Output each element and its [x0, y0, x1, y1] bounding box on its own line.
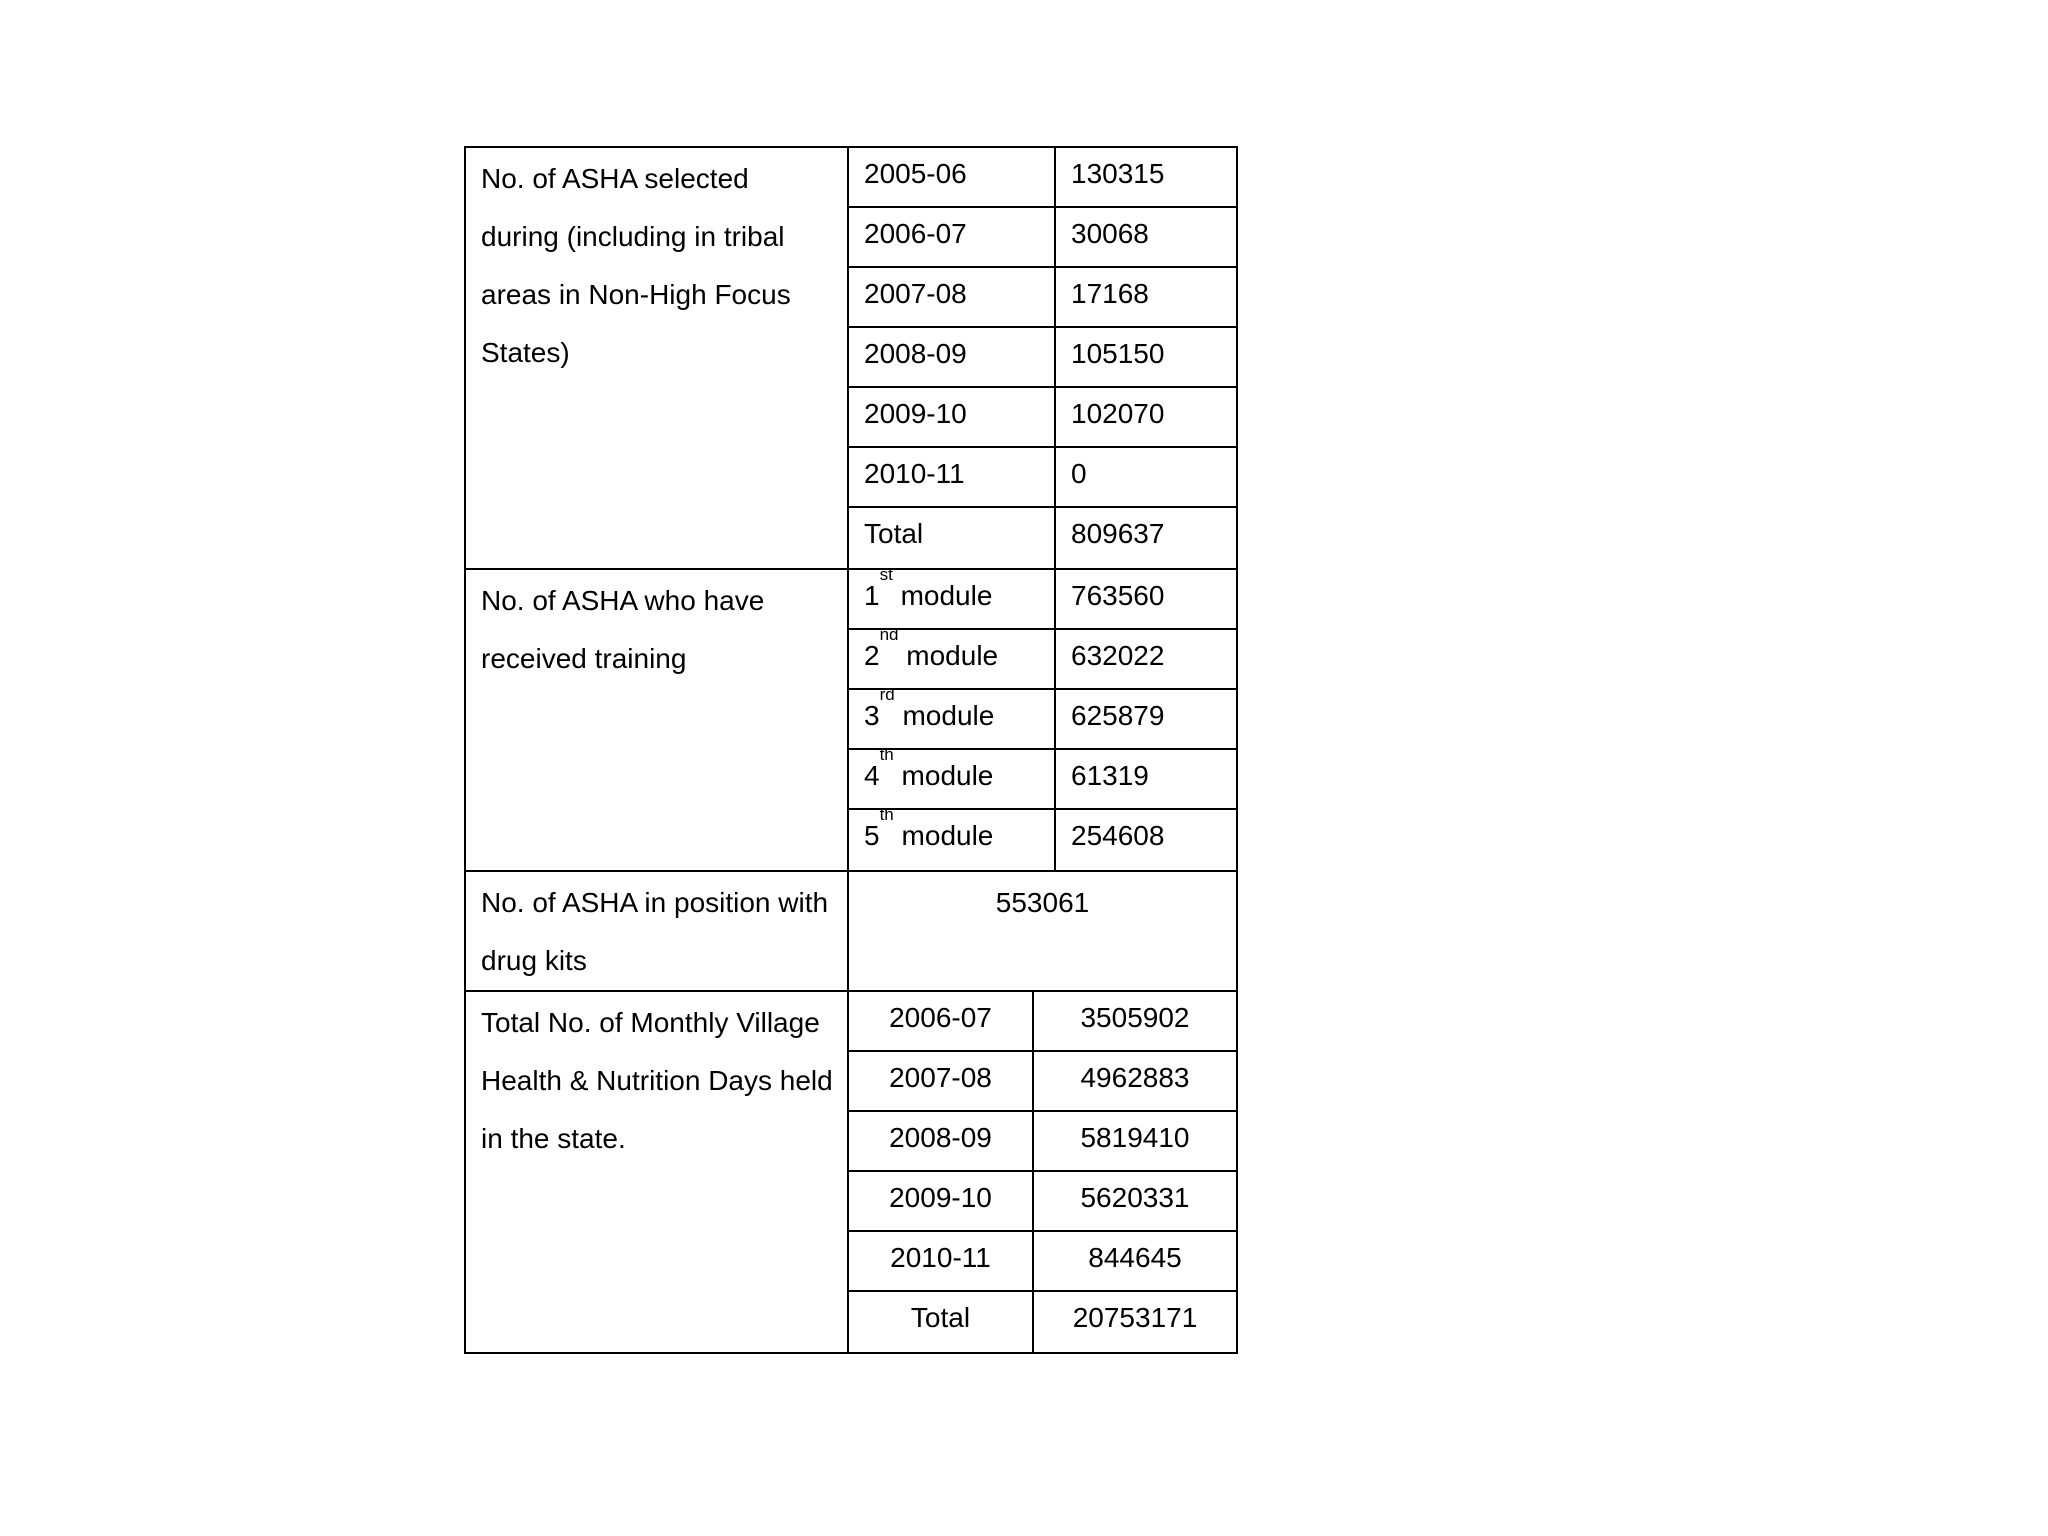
module-cell: [849, 685, 1056, 748]
period-cell: 2008-09: [849, 328, 1056, 386]
value-cell: 17168: [1071, 278, 1149, 309]
table-row: [849, 208, 1236, 268]
period-cell: Total: [849, 1292, 1034, 1352]
module-number: 3: [864, 700, 880, 731]
value-cell: 5620331: [1080, 1182, 1190, 1213]
period-cell: 2005-06: [849, 148, 1056, 206]
module-number: 1: [864, 580, 880, 611]
value-cell: 3505902: [1080, 1002, 1190, 1033]
module-text: module: [893, 820, 994, 851]
value-cell: 20753171: [1072, 1302, 1198, 1333]
asha-statistics-table: [464, 146, 1238, 1354]
table-row: [849, 1172, 1236, 1232]
table-row-total: [849, 508, 1236, 568]
period-cell: 2008-09: [849, 1112, 1034, 1170]
table-row: [849, 148, 1236, 208]
table-row: [849, 328, 1236, 388]
value-cell: 809637: [1071, 518, 1165, 549]
table-row: [849, 685, 1236, 750]
value-cell: 30068: [1071, 218, 1149, 249]
module-cell: [849, 565, 1056, 628]
period-cell: 2007-08: [849, 268, 1056, 326]
value-cell: 763560: [1071, 580, 1165, 611]
table-row-total: [849, 1292, 1236, 1352]
section-label: No. of ASHA who have received training: [466, 570, 849, 870]
period-cell: 2006-07: [849, 992, 1034, 1050]
value-cell: 130315: [1071, 158, 1165, 189]
table-row: [849, 448, 1236, 508]
value-cell: 61319: [1071, 760, 1149, 791]
value-cell: 4962883: [1080, 1062, 1190, 1093]
module-text: module: [894, 700, 995, 731]
section-asha-training: [464, 565, 1238, 872]
section-rows: [849, 992, 1236, 1352]
table-row: [849, 565, 1236, 630]
table-row: [849, 1232, 1236, 1292]
ordinal-suffix: th: [879, 745, 894, 764]
ordinal-suffix: st: [879, 565, 893, 584]
table-row: [849, 388, 1236, 448]
table-row: [849, 1052, 1236, 1112]
value-cell: 5819410: [1080, 1122, 1190, 1153]
period-cell: 2010-11: [849, 1232, 1034, 1290]
ordinal-suffix: nd: [879, 625, 899, 644]
section-asha-selected: [464, 146, 1238, 570]
value-cell: 844645: [1088, 1242, 1182, 1273]
value-cell: 625879: [1071, 700, 1165, 731]
table-row: [849, 268, 1236, 328]
period-cell: 2009-10: [849, 1172, 1034, 1230]
value-cell: 632022: [1071, 640, 1165, 671]
module-cell: [849, 805, 1056, 870]
period-cell: 2010-11: [849, 448, 1056, 506]
table-row: [849, 992, 1236, 1052]
table-row: [849, 1112, 1236, 1172]
module-cell: [849, 745, 1056, 808]
module-number: 5: [864, 820, 880, 851]
period-cell: 2007-08: [849, 1052, 1034, 1110]
value-cell: 0: [1071, 458, 1087, 489]
section-label: No. of ASHA in position with drug kits: [466, 872, 849, 990]
period-cell: 2009-10: [849, 388, 1056, 446]
value-cell: 102070: [1071, 398, 1165, 429]
section-label: Total No. of Monthly Village Health & Nutrition Days held in the state.: [466, 992, 849, 1352]
module-text: module: [892, 580, 993, 611]
ordinal-suffix: rd: [879, 685, 895, 704]
section-asha-drug-kits: [464, 872, 1238, 992]
module-cell: [849, 625, 1056, 688]
value-cell: 553061: [995, 887, 1090, 918]
section-rows: [849, 148, 1236, 568]
section-label: No. of ASHA selected during (including in tribal areas in Non-High Focus States): [466, 148, 849, 568]
ordinal-suffix: th: [879, 805, 894, 824]
period-cell: Total: [849, 508, 1056, 568]
value-cell: 254608: [1071, 820, 1165, 851]
module-number: 2: [864, 640, 880, 671]
table-row: [849, 745, 1236, 810]
period-cell: 2006-07: [849, 208, 1056, 266]
module-number: 4: [864, 760, 880, 791]
module-text: module: [893, 760, 994, 791]
value-cell: 105150: [1071, 338, 1165, 369]
section-vhnd: [464, 992, 1238, 1354]
module-text: module: [898, 640, 999, 671]
table-row: [849, 805, 1236, 870]
table-row: [849, 625, 1236, 690]
section-rows: [849, 565, 1236, 870]
